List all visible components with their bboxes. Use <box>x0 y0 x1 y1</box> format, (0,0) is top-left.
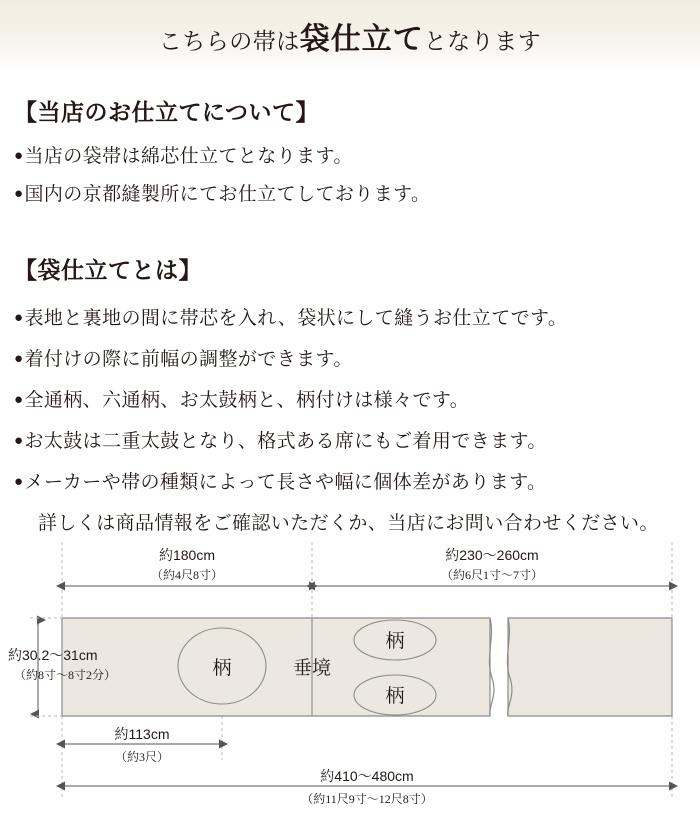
page-title-suffix: となります <box>423 29 542 54</box>
page-title <box>159 14 542 58</box>
bullet-item <box>14 141 700 168</box>
bullet-text: 当店の袋帯は綿芯仕立てとなります。 <box>24 146 353 167</box>
bullet-dot-icon: ● <box>14 148 24 164</box>
pattern-oval-bottom-label: 柄 <box>385 686 405 707</box>
page-title-emphasis: 袋仕立て <box>299 23 424 56</box>
section-heading-about: 【当店のお仕立てについて】 <box>14 100 320 125</box>
bullet-item <box>14 179 700 206</box>
section-heading-definition: 【袋仕立てとは】 <box>14 258 202 283</box>
dimension-bottom-left-value: 約113cm <box>114 726 170 742</box>
bullet-item <box>14 385 700 412</box>
bullet-dot-icon: ● <box>14 310 24 326</box>
header-band <box>0 0 700 72</box>
section-about-tailoring <box>0 94 700 217</box>
dimension-total-value: 約410〜480cm <box>320 768 414 784</box>
dimension-top-left-value: 約180cm <box>158 547 216 563</box>
section-what-is-fukuro <box>0 252 700 535</box>
dimension-top-right <box>314 547 670 586</box>
pattern-circle-label: 柄 <box>212 658 232 679</box>
bullet-item <box>14 344 700 371</box>
dimension-height-value: 約30.2〜31cm <box>8 647 98 663</box>
dimension-height-sub: （約8寸〜8寸2分） <box>14 668 117 682</box>
dimension-bottom-left <box>64 726 220 764</box>
belt-dimension-diagram <box>0 520 700 840</box>
bullet-dot-icon: ● <box>14 433 24 449</box>
dimension-bottom-left-sub: （約3尺） <box>114 750 170 764</box>
dimension-total <box>64 768 670 806</box>
bullet-dot-icon: ● <box>14 186 24 202</box>
bullet-text: 表地と裏地の間に帯芯を入れ、袋状にして縫うお仕立てです。 <box>24 308 568 329</box>
dimension-top-right-value: 約230〜260cm <box>445 547 539 563</box>
dimension-top-right-sub: （約6尺1寸〜7寸） <box>440 568 544 582</box>
pattern-oval-top-label: 柄 <box>385 631 405 652</box>
bullet-dot-icon: ● <box>14 474 24 490</box>
bullet-item <box>14 467 700 494</box>
bullet-text: お太鼓は二重太鼓となり、格式ある席にもご着用できます。 <box>24 431 547 452</box>
bullet-text: メーカーや帯の種類によって長さや幅に個体差があります。 <box>24 472 547 493</box>
dimension-top-left-sub: （約4尺8寸） <box>150 568 224 582</box>
bullet-dot-icon: ● <box>14 351 24 367</box>
section-note: 詳しくは商品情報をご確認いただくか、当店にお問い合わせください。 <box>38 513 659 534</box>
bullet-text: 全通柄、六通柄、お太鼓柄と、柄付けは様々です。 <box>24 390 470 411</box>
boundary-label: 垂境 <box>292 658 332 679</box>
bullet-text: 着付けの際に前幅の調整ができます。 <box>24 349 353 370</box>
dimension-top-left <box>64 547 310 586</box>
bullet-dot-icon: ● <box>14 392 24 408</box>
bullet-item <box>14 303 700 330</box>
dimension-total-sub: （約11尺9寸〜12尺8寸） <box>301 792 433 806</box>
belt-body <box>62 618 672 716</box>
bullet-item <box>14 426 700 453</box>
bullet-text: 国内の京都縫製所にてお仕立てしております。 <box>24 184 431 205</box>
page-title-prefix: こちらの帯は <box>158 29 300 54</box>
